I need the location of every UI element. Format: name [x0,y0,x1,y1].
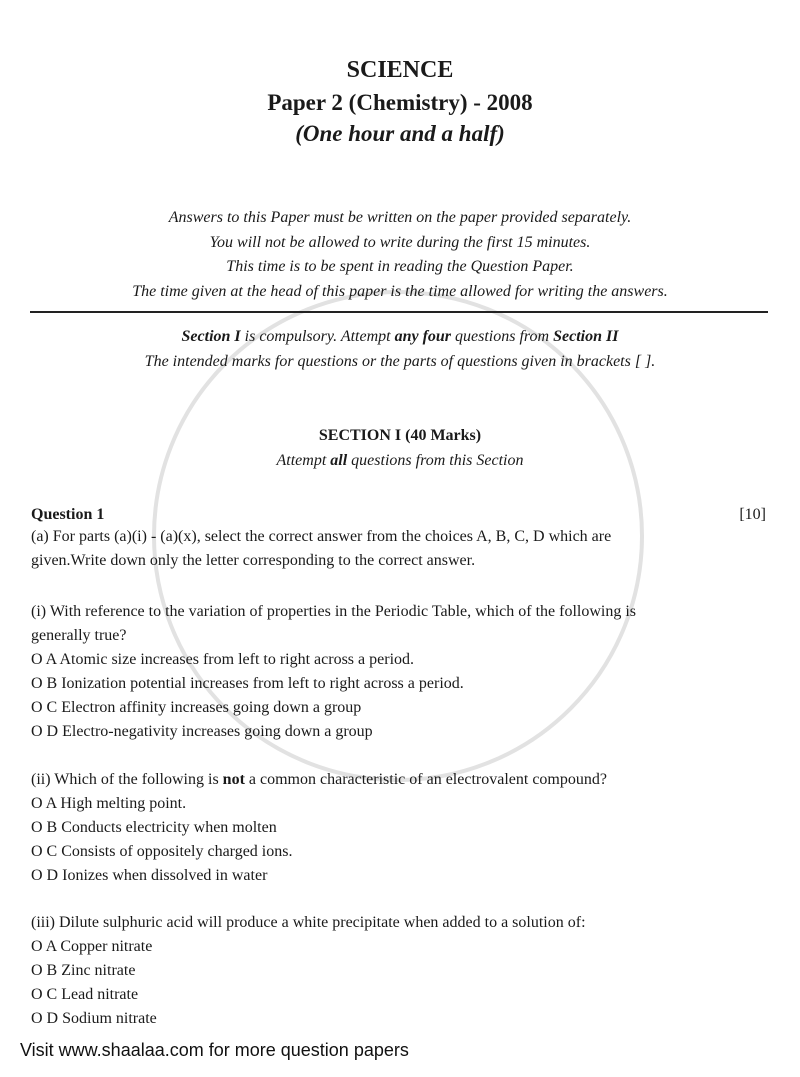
paper-title: Paper 2 (Chemistry) - 2008 [267,90,533,115]
subject-title: SCIENCE [346,57,454,83]
text: questions from [451,328,554,345]
section-note [0,327,800,347]
question-intro: given.Write down only the letter corresponding to the correct answer. [31,552,476,569]
bold-text: all [330,452,348,469]
bold-text: Section I [181,328,241,345]
part-stem: (i) With reference to the variation of properties in the Periodic Table, which of the following is [31,603,637,620]
text: Attempt [276,452,331,469]
text: is compulsory. Attempt [240,328,395,345]
part-stem: generally true? [31,627,127,644]
option: O C Lead nitrate [31,986,139,1003]
option: O B Conducts electricity when molten [31,819,277,836]
option: O B Ionization potential increases from left to right across a period. [31,675,464,692]
instruction-line: This time is to be spent in reading the Question Paper. [226,258,574,275]
option: O A Copper nitrate [31,938,153,955]
question-marks: [10] [739,506,766,523]
bold-text: any four [394,328,452,345]
option: O C Electron affinity increases going down a group [31,699,362,716]
part-stem [31,770,607,790]
duration: (One hour and a half) [295,121,505,146]
option: O A High melting point. [31,795,187,812]
text: questions from this Section [347,452,524,469]
text: a common characteristic of an electrovalent compound? [244,771,607,788]
marks-note: The intended marks for questions or the parts of questions given in brackets [ ]. [144,353,656,370]
section-title: SECTION I (40 Marks) [318,427,482,444]
bold-text: not [222,771,245,788]
divider [30,311,768,313]
part-stem: (iii) Dilute sulphuric acid will produce a white precipitate when added to a solution of: [31,914,586,931]
option: O D Sodium nitrate [31,1010,157,1027]
footer-link[interactable]: Visit www.shaalaa.com for more question papers [20,1040,409,1060]
option: O D Ionizes when dissolved in water [31,867,268,884]
bold-text: Section II [553,328,619,345]
question-title: Question 1 [31,506,105,523]
option: O B Zinc nitrate [31,962,136,979]
option: O A Atomic size increases from left to right across a period. [31,651,415,668]
section-subtitle [0,451,800,471]
option: O C Consists of oppositely charged ions. [31,843,293,860]
option: O D Electro-negativity increases going down a group [31,723,373,740]
instruction-line: You will not be allowed to write during the first 15 minutes. [209,234,591,251]
instruction-line: The time given at the head of this paper is the time allowed for writing the answers. [132,283,668,300]
question-intro: (a) For parts (a)(i) - (a)(x), select the correct answer from the choices A, B, C, D which are [31,528,612,545]
text: (ii) Which of the following is [31,771,223,788]
instruction-line: Answers to this Paper must be written on the paper provided separately. [168,209,632,226]
